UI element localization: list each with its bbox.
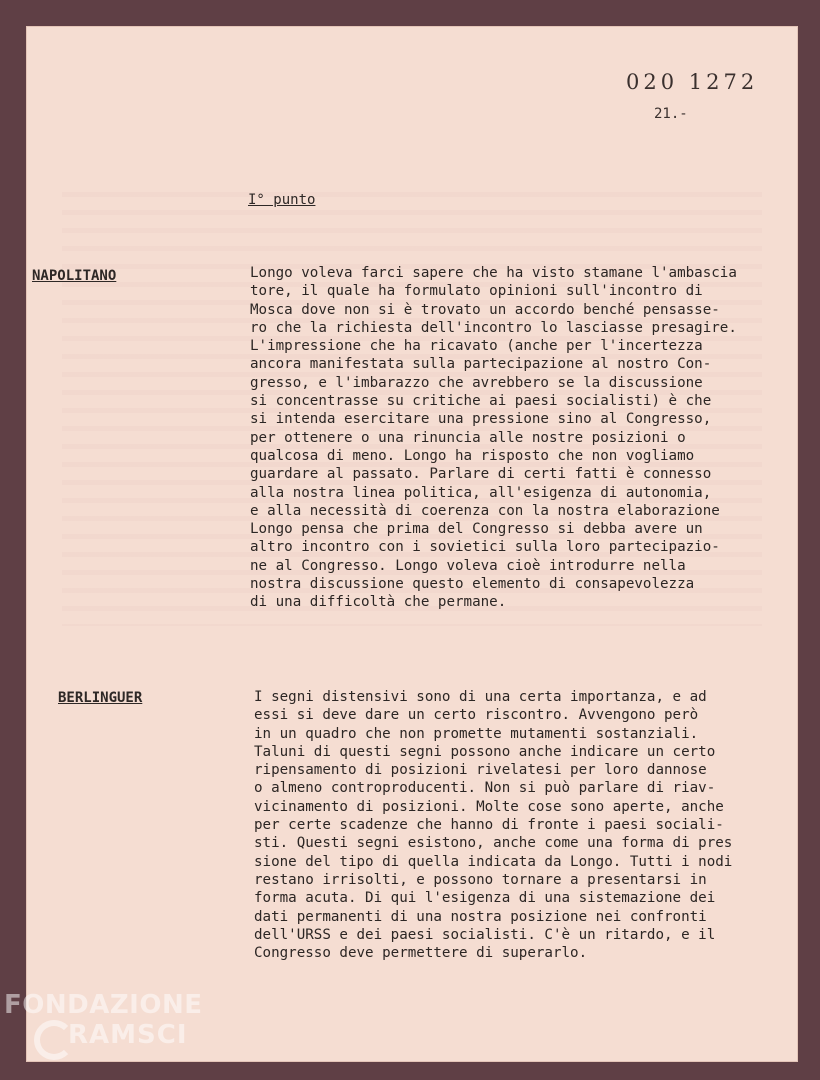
text-line: ne al Congresso. Longo voleva cioè introdurre nella — [250, 557, 686, 574]
text-line: in un quadro che non promette mutamenti sostanziali. — [254, 725, 699, 742]
document-page — [26, 26, 798, 1062]
text-line: per ottenere o una rinuncia alle nostre posizioni o — [250, 429, 686, 446]
watermark-line-1: FONDAZIONE — [4, 990, 203, 1020]
page-number: 21.- — [654, 106, 688, 122]
text-line: tore, il quale ha formulato opinioni sull'incontro di — [250, 283, 703, 300]
text-line: di una difficoltà che permane. — [250, 594, 507, 611]
paragraph-napolitano — [250, 264, 795, 612]
text-line: Longo pensa che prima del Congresso si debba avere un — [250, 521, 703, 538]
watermark-line-2: RAMSCI — [68, 1020, 188, 1050]
text-line: Taluni di questi segni possono anche indicare un certo — [254, 743, 716, 760]
text-line: forma acuta. Di qui l'esigenza di una sistemazione dei — [254, 890, 716, 907]
text-line: dati permanenti di una nostra posizione nei confronti — [254, 908, 707, 925]
archive-stamp-number: 020 1272 — [626, 70, 759, 94]
speaker-label-berlinguer: BERLINGUER — [58, 690, 143, 706]
text-line: Congresso deve permettere di superarlo. — [254, 945, 588, 962]
text-line: alla nostra linea politica, all'esigenza di autonomia, — [250, 484, 712, 501]
text-line: dell'URSS e dei paesi socialisti. C'è un ritardo, e il — [254, 926, 716, 943]
text-line: si concentrasse su critiche ai paesi socialisti) è che — [250, 393, 712, 410]
paragraph-berlinguer — [254, 688, 799, 962]
text-line: sione del tipo di quella indicata da Longo. Tutti i nodi — [254, 853, 733, 870]
speaker-label-napolitano: NAPOLITANO — [32, 268, 117, 284]
text-line: Mosca dove non si è trovato un accordo benché pensasse- — [250, 301, 720, 318]
text-line: restano irrisolti, e possono tornare a presentarsi in — [254, 871, 707, 888]
text-line: o almeno controproducenti. Non si può parlare di riav- — [254, 780, 716, 797]
text-line: I segni distensivi sono di una certa importanza, e ad — [254, 689, 707, 705]
text-line: ancora manifestata sulla partecipazione al nostro Con- — [250, 356, 712, 373]
fondazione-gramsci-watermark — [4, 990, 214, 1070]
text-line: guardare al passato. Parlare di certi fatti è connesso — [250, 466, 712, 483]
text-line: essi si deve dare un certo riscontro. Avvengono però — [254, 707, 699, 724]
text-line: ro che la richiesta dell'incontro lo lasciasse presagire. — [250, 319, 737, 336]
text-line: ripensamento di posizioni rivelatesi per loro dannose — [254, 762, 707, 779]
text-line: si intenda esercitare una pressione sino al Congresso, — [250, 411, 712, 428]
text-line: qualcosa di meno. Longo ha risposto che non vogliamo — [250, 447, 695, 464]
text-line: Longo voleva farci sapere che ha visto stamane l'ambascia — [250, 265, 737, 281]
text-line: sti. Questi segni esistono, anche come una forma di pres — [254, 835, 733, 852]
text-line: e alla necessità di coerenza con la nostra elaborazione — [250, 502, 720, 519]
text-line: nostra discussione questo elemento di consapevolezza — [250, 576, 695, 593]
section-heading: I° punto — [248, 192, 316, 208]
text-line: altro incontro con i sovietici sulla loro partecipazio- — [250, 539, 720, 556]
text-line: per certe scadenze che hanno di fronte i paesi sociali- — [254, 817, 724, 834]
text-line: gresso, e l'imbarazzo che avrebbero se la discussione — [250, 374, 703, 391]
text-line: vicinamento di posizioni. Molte cose sono aperte, anche — [254, 798, 724, 815]
text-line: L'impressione che ha ricavato (anche per l'incertezza — [250, 338, 703, 355]
